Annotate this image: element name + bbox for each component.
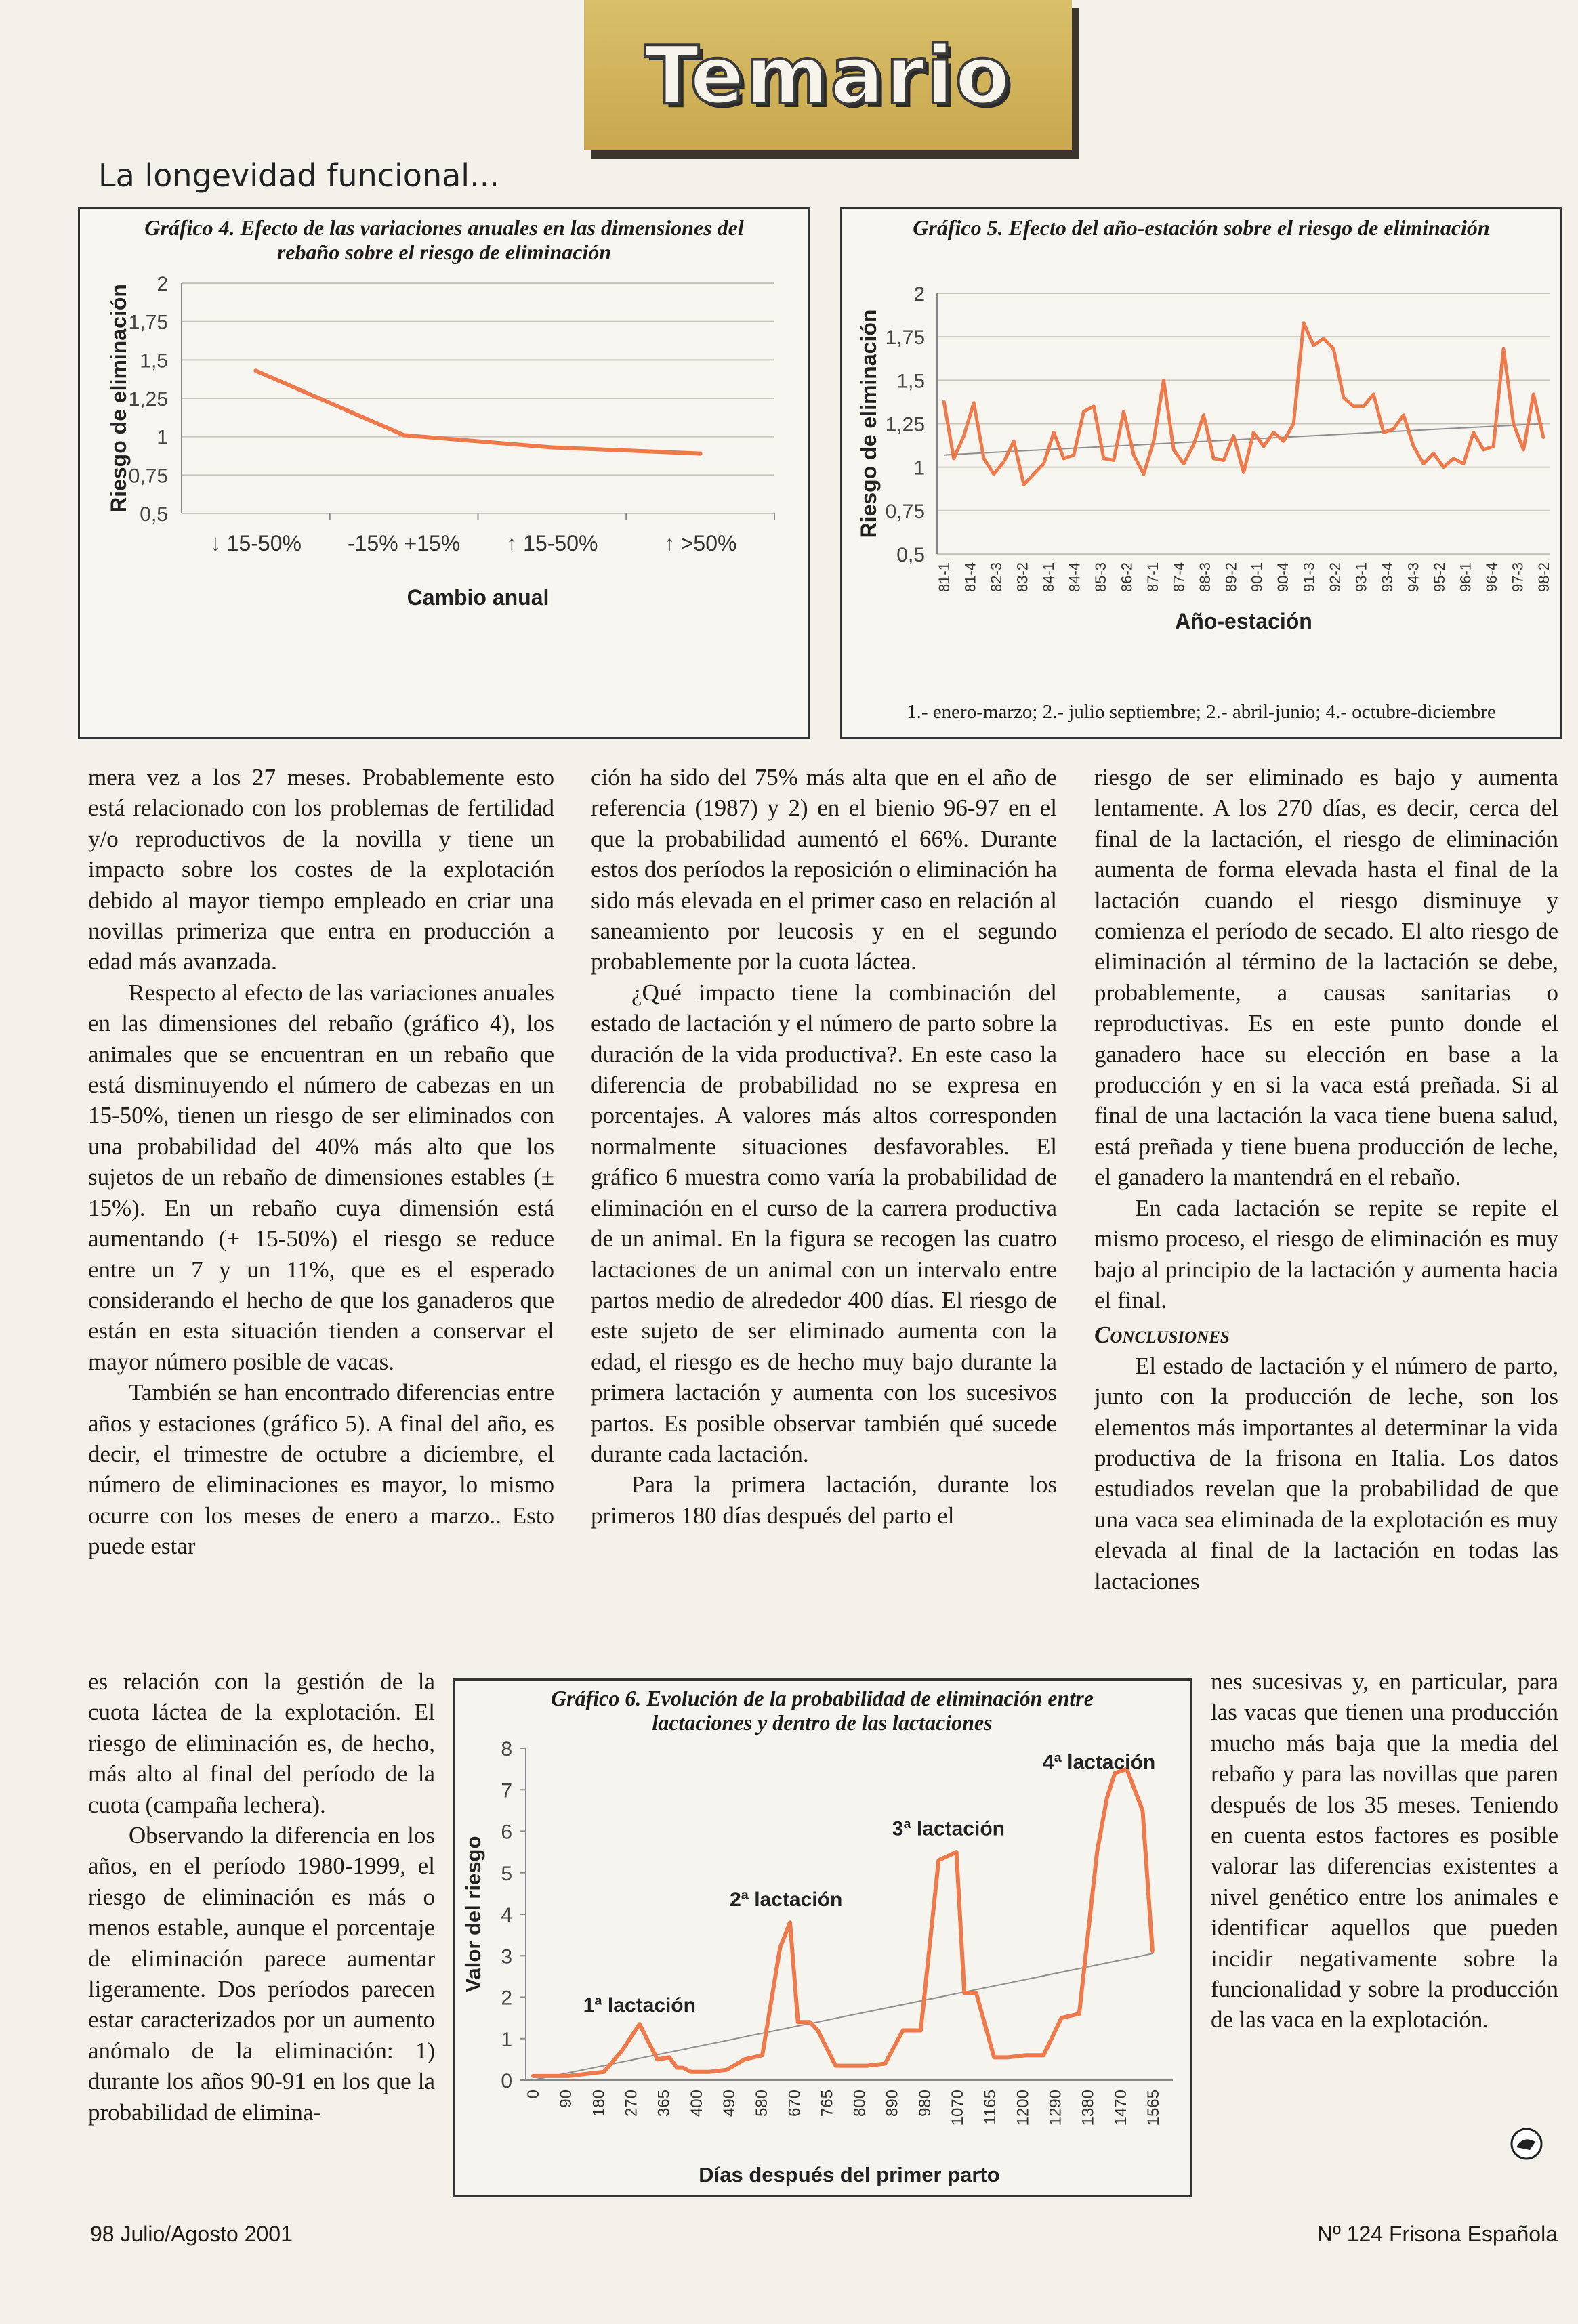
data-point <box>972 402 975 404</box>
x-tick-label: 90-1 <box>1248 562 1266 593</box>
trend-line <box>944 424 1543 455</box>
data-point <box>974 1991 978 1995</box>
x-tick-label: ↓ 15-50% <box>209 531 302 555</box>
x-tick-label: 1070 <box>949 2090 968 2126</box>
x-tick-label: 270 <box>622 2090 641 2117</box>
y-tick-label: 4 <box>501 1904 512 1926</box>
x-tick-label: 180 <box>589 2090 608 2117</box>
data-point <box>1302 322 1305 324</box>
series-line <box>944 323 1543 485</box>
lactation-annotation: 2ª lactación <box>730 1888 843 1911</box>
data-point <box>1203 414 1205 417</box>
data-point <box>550 446 554 450</box>
y-tick-label: 6 <box>501 1821 512 1844</box>
data-point <box>1141 1809 1144 1812</box>
x-tick-label: 81-1 <box>936 562 953 593</box>
col3-paragraph-3b: nes sucesivas y, en particular, para las vacas que tienen una producción mucho más baja que la media del rebaño y para las novillas que paren después de los 35 meses. Teniendo en cuenta estos factores es posible valorar las diferencias existentes a nivel genético entre los animales e identificar aquellos que pueden incidir negativamente sobre la funcionalidad y sobre la producción de las vaca en la explotación. <box>1211 1668 1558 2033</box>
data-point <box>602 2070 606 2073</box>
x-tick-label: 82-3 <box>987 562 1005 593</box>
data-point <box>1512 423 1515 425</box>
chart-5-footnote: 1.- enero-marzo; 2.- julio septiembre; 2.- abril-junio; 4.- octubre-diciembre <box>907 701 1496 723</box>
section-tab <box>584 0 1072 150</box>
data-point <box>1096 1851 1099 1854</box>
data-point <box>725 2068 728 2071</box>
col1-paragraph-2: Respecto al efecto de las variaciones anuales en las dimensiones del rebaño (gráfico 4), los animales que se encuentran en un rebaño que está disminuyendo el número de cabezas en un 15-50%, tienen un riesgo de ser eliminados con una probabilidad del 40% más alto que los sujetos de un rebaño de dimensiones estables (± 15%). En un rebaño cuya dimensión está aumentando (+ 15-50%) el riesgo se reduce entre un 7 y un 11%, que es el esperado considerando el hecho de que los ganaderos que están en esta situación tienden a conservar el mayor número posible de vacas. <box>88 979 554 1375</box>
series-line <box>533 1769 1153 2076</box>
data-point <box>1153 440 1155 442</box>
x-tick-label: 90-4 <box>1274 562 1292 593</box>
data-point <box>1412 445 1415 448</box>
data-point <box>1163 379 1165 381</box>
data-point <box>1272 431 1275 434</box>
data-point <box>1403 414 1405 417</box>
x-tick-label: 95-2 <box>1431 562 1449 593</box>
x-tick-label: 670 <box>785 2090 804 2117</box>
data-point <box>1243 471 1245 473</box>
chart-6 <box>453 1678 1192 2197</box>
data-point <box>1372 393 1375 396</box>
data-point <box>1472 431 1475 434</box>
data-point <box>1532 393 1535 396</box>
data-point <box>1342 396 1345 399</box>
data-point <box>1382 431 1385 434</box>
data-point <box>834 2064 837 2067</box>
y-tick-label: 8 <box>501 1738 512 1760</box>
data-point <box>963 1991 966 1995</box>
chart-5 <box>840 207 1562 739</box>
data-point <box>1283 440 1285 442</box>
y-axis-title: Riesgo de eliminación <box>106 284 131 513</box>
x-tick-label: 87-1 <box>1144 562 1161 593</box>
section-tab-label: Temario <box>644 28 1012 122</box>
x-tick-label: 365 <box>655 2090 673 2117</box>
data-point <box>1212 457 1215 460</box>
data-point <box>1323 337 1325 340</box>
chart-4-plot <box>80 263 808 737</box>
data-point <box>982 457 985 460</box>
y-tick-label: 5 <box>501 1862 512 1885</box>
data-point <box>707 2070 711 2073</box>
data-point <box>1312 344 1315 347</box>
chart-6-title <box>455 1686 1190 1735</box>
data-point <box>1033 473 1035 476</box>
x-tick-label: 93-4 <box>1379 562 1396 593</box>
x-axis-title: Año-estación <box>1175 609 1312 633</box>
data-point <box>1113 459 1115 461</box>
data-point <box>656 2058 659 2061</box>
data-point <box>1502 347 1505 350</box>
data-point <box>1003 461 1005 463</box>
y-tick-label: 1 <box>157 426 168 449</box>
trend-line <box>533 1953 1153 2080</box>
y-tick-label: 1,25 <box>128 388 168 410</box>
data-point <box>638 2023 641 2026</box>
x-tick-label: 96-1 <box>1457 562 1474 593</box>
data-point <box>778 1946 782 1949</box>
chart-6-title-line1: Gráfico 6. Evolución de la probabilidad de eliminación entre <box>551 1686 1094 1710</box>
section-title: La longevidad funcional... <box>98 157 499 194</box>
data-point <box>1522 448 1525 451</box>
data-point <box>848 2064 851 2067</box>
lactation-annotation: 3ª lactación <box>892 1817 1005 1840</box>
col2-paragraph-1: ción ha sido del 75% más alta que en el año de referencia (1987) y 2) en el bienio 96-97 en el que la probabilidad aumentó el 66%. Durante estos dos períodos la reposición o eliminación ha sido más elevada en el primer caso en relación al saneamiento por leucosis y en el segundo probablemente por la cuota láctea. <box>591 764 1057 975</box>
data-point <box>955 1851 958 1854</box>
data-point <box>1422 463 1425 465</box>
y-tick-label: 0,5 <box>140 503 168 526</box>
data-point <box>1102 457 1105 460</box>
x-tick-label: 90 <box>557 2090 576 2108</box>
x-tick-label: 91-3 <box>1300 562 1318 593</box>
data-point <box>1132 454 1135 457</box>
x-tick-label: 96-4 <box>1483 562 1501 593</box>
data-point <box>796 2021 800 2024</box>
data-point <box>963 434 966 437</box>
x-tick-label: 980 <box>915 2090 934 2117</box>
data-point <box>761 2054 764 2057</box>
data-point <box>1292 423 1295 425</box>
x-tick-label: 1565 <box>1144 2090 1163 2126</box>
y-tick-label: 1,5 <box>140 350 168 373</box>
data-point <box>667 2056 671 2059</box>
data-point <box>1462 463 1465 465</box>
x-tick-label: 92-2 <box>1327 562 1344 593</box>
data-point <box>689 2070 692 2073</box>
conclusions-heading: Conclusiones <box>1094 1322 1230 1349</box>
data-point <box>743 2058 746 2061</box>
x-tick-label: 94-3 <box>1405 562 1422 593</box>
data-point <box>531 2074 535 2077</box>
y-tick-label: 0,5 <box>896 544 925 566</box>
x-tick-label: 83-2 <box>1014 562 1031 593</box>
series-line <box>255 371 700 453</box>
data-point <box>1083 410 1085 413</box>
data-point <box>676 2066 679 2069</box>
data-point <box>1392 427 1395 430</box>
x-tick-label: ↑ 15-50% <box>506 531 598 555</box>
col2-paragraph-2: ¿Qué impacto tiene la combinación del estado de lactación y el número de parto sobre la duración de la vida productiva?. En este caso la diferencia de probabilidad no se expresa en porcentajes. A valores más altos corresponden normalmente situaciones desfavorables. El gráfico 6 muestra como varía la probabilidad de eliminación en el curso de la carrera productiva de un animal. En la figura se recogen las cuatro lactaciones de un animal con un intervalo entre partos medio de alrededor 400 días. El riesgo de este sujeto de ser eliminado aumenta con la edad, el riesgo es de hecho muy bajo durante la primera lactación y aumenta con los sucesivos partos. Es posible observar también qué sucede durante cada lactación. <box>591 979 1057 1467</box>
data-point <box>402 433 406 437</box>
x-axis-title: Cambio anual <box>407 585 549 610</box>
column-1-lower <box>88 1666 435 2128</box>
data-point <box>1262 445 1265 448</box>
data-point <box>953 457 955 460</box>
y-tick-label: 1,75 <box>885 326 925 350</box>
column-1 <box>88 762 554 1562</box>
y-tick-label: 0,75 <box>885 500 925 523</box>
data-point <box>1012 440 1015 442</box>
chart-5-title: Gráfico 5. Efecto del año-estación sobre el riesgo de eliminación <box>913 215 1490 240</box>
data-point <box>1352 405 1355 408</box>
x-tick-label: 1200 <box>1014 2090 1033 2126</box>
data-point <box>1442 466 1445 469</box>
data-point <box>1492 445 1495 448</box>
x-tick-label: 98-2 <box>1535 562 1552 593</box>
data-point <box>1432 452 1435 455</box>
x-tick-label: 0 <box>524 2090 543 2099</box>
x-tick-label: 84-4 <box>1066 562 1083 593</box>
y-tick-label: 2 <box>913 283 925 305</box>
y-tick-label: 1 <box>913 457 925 480</box>
data-point <box>1060 2016 1063 2020</box>
data-point <box>919 2029 922 2032</box>
x-tick-label: 88-3 <box>1196 562 1213 593</box>
y-tick-label: 3 <box>501 1945 512 1968</box>
data-point <box>699 452 703 456</box>
x-tick-label: -15% +15% <box>347 531 461 555</box>
x-tick-label: 84-1 <box>1039 562 1057 593</box>
data-point <box>901 2029 905 2032</box>
data-point <box>937 1859 940 1862</box>
x-tick-label: 400 <box>687 2090 706 2117</box>
data-point <box>993 473 995 476</box>
publisher-logo <box>1510 2127 1543 2161</box>
data-point <box>1105 1796 1108 1800</box>
data-point <box>1542 436 1545 439</box>
column-2 <box>591 762 1057 1531</box>
x-tick-label: 1470 <box>1111 2090 1130 2126</box>
data-point <box>1452 457 1455 460</box>
data-point <box>1092 405 1095 408</box>
data-point <box>566 2074 570 2077</box>
data-point <box>1252 431 1255 434</box>
y-tick-label: 1,75 <box>128 311 168 334</box>
data-point <box>808 2021 812 2024</box>
data-point <box>1006 2056 1010 2059</box>
x-axis-title: Días después del primer parto <box>699 2163 1000 2186</box>
data-point <box>1052 431 1055 434</box>
y-axis-title: Valor del riesgo <box>461 1836 485 1993</box>
lactation-annotation: 1ª lactación <box>583 1993 696 2016</box>
x-tick-label: 490 <box>720 2090 739 2117</box>
y-tick-label: 0,75 <box>128 465 168 488</box>
y-tick-label: 0 <box>501 2070 512 2092</box>
footer-page-info: 98 Julio/Agosto 2001 <box>90 2222 293 2246</box>
x-tick-label: 580 <box>753 2090 772 2117</box>
data-point <box>1062 457 1065 460</box>
chart-5-plot <box>842 246 1560 713</box>
data-point <box>1232 434 1235 437</box>
x-tick-label: 890 <box>883 2090 902 2117</box>
y-tick-label: 2 <box>157 273 168 295</box>
y-tick-label: 1,5 <box>896 370 925 393</box>
y-axis-title: Riesgo de eliminación <box>856 309 881 538</box>
data-point <box>1332 347 1335 350</box>
data-point <box>1043 463 1045 465</box>
chart-4-title-line1: Gráfico 4. Efecto de las variaciones anuales en las dimensiones del <box>144 215 744 240</box>
col1-paragraph-3: También se han encontrado diferencias entre años y estaciones (gráfico 5). A final del año, es decir, el trimestre de octubre a diciembre, el número de eliminaciones es mayor, lo mismo ocurre con los meses de enero a marzo.. Esto puede estar <box>88 1379 554 1560</box>
data-point <box>1482 448 1485 451</box>
x-tick-label: 87-4 <box>1170 562 1188 593</box>
column-3 <box>1094 762 1558 1597</box>
data-point <box>620 2050 623 2053</box>
x-tick-label: 97-3 <box>1509 562 1527 593</box>
data-point <box>1123 410 1125 413</box>
data-point <box>1042 2054 1045 2057</box>
data-point <box>1182 463 1185 465</box>
chart-4 <box>78 207 810 739</box>
x-tick-label: 89-2 <box>1222 562 1240 593</box>
data-point <box>816 2029 819 2032</box>
data-point <box>1073 454 1075 457</box>
data-point <box>1222 459 1225 461</box>
col3-paragraph-3: El estado de lactación y el número de parto, junto con la producción de leche, son los elementos más importantes al determinar la vida productiva de la frisona en Italia. Los datos estudiados revelan que la probabilidad de que una vaca sea eliminada de la explotación es muy elevada al final de la lactación en todas las lactaciones <box>1094 1352 1558 1594</box>
data-point <box>1172 448 1175 451</box>
x-tick-label: 1165 <box>981 2090 1000 2125</box>
x-tick-label: 765 <box>818 2090 837 2117</box>
data-point <box>1151 1950 1155 1953</box>
chart-4-title <box>80 215 808 264</box>
data-point <box>884 2062 887 2065</box>
col1-paragraph-3b: es relación con la gestión de la cuota láctea de la explotación. El riesgo de eliminación es, de hecho, más alto al final del período de la cuota (campaña lechera). <box>88 1668 435 1818</box>
footer-magazine-info: Nº 124 Frisona Española <box>1317 2222 1558 2246</box>
column-3-lower <box>1211 1666 1558 2035</box>
data-point <box>253 368 257 373</box>
x-tick-label: 1380 <box>1079 2090 1098 2126</box>
x-tick-label: 1290 <box>1046 2090 1065 2126</box>
chart-6-plot <box>455 1735 1190 2195</box>
chart-6-title-line2: lactaciones y dentro de las lactaciones <box>652 1710 993 1735</box>
x-tick-label: 93-1 <box>1352 562 1370 593</box>
y-tick-label: 7 <box>501 1779 512 1802</box>
data-point <box>1024 2054 1027 2057</box>
data-point <box>1077 2012 1081 2016</box>
data-point <box>682 2066 685 2069</box>
y-tick-label: 1 <box>501 2028 512 2051</box>
data-point <box>1142 473 1145 476</box>
chart-4-title-line2: rebaño sobre el riesgo de eliminación <box>276 240 612 264</box>
data-point <box>942 400 945 402</box>
data-point <box>993 2056 996 2059</box>
col2-paragraph-3: Para la primera lactación, durante los primeros 180 días después del parto el <box>591 1471 1057 1529</box>
y-tick-label: 1,25 <box>885 413 925 436</box>
data-point <box>1192 443 1195 446</box>
x-tick-label: 85-3 <box>1092 562 1109 593</box>
data-point <box>1363 405 1365 408</box>
col1-paragraph-1: mera vez a los 27 meses. Probablemente esto está relacionado con los problemas de fertilidad y/o reproductivos de la novilla y tiene un impacto sobre los costes de la explotación debido al mayor tiempo empleado en criar una novillas primeriza que entra en producción a edad más avanzada. <box>88 764 554 975</box>
data-point <box>789 1921 792 1924</box>
col3-paragraph-1: riesgo de ser eliminado es bajo y aumenta lentamente. A los 270 días, es decir, cerca del final de la lactación, el riesgo de eliminación aumenta de forma elevada hasta el final de la lactación cuando el riesgo disminuye y comienza el período de secado. El alto riesgo de eliminación al término de la lactación se debe, probablemente, a causas sanitarias o reproductivas. Es en este punto donde el ganadero hace su elección en base a la producción y en si la vaca está preñada. Si al final de una lactación la vaca tiene buena salud, está preñada y tiene buena producción de leche, el ganadero la mantendrá en el rebaño. <box>1094 764 1558 1191</box>
x-tick-label: 800 <box>850 2090 869 2117</box>
data-point <box>866 2064 869 2067</box>
lactation-annotation: 4ª lactación <box>1042 1751 1156 1774</box>
x-tick-label: ↑ >50% <box>663 531 737 555</box>
x-tick-label: 81-4 <box>961 562 979 593</box>
col1-paragraph-4: Observando la diferencia en los años, en el período 1980-1999, el riesgo de eliminación es más o menos estable, aunque el porcentaje de eliminación parece aumentar ligeramente. Dos períodos parecen estar caracterizados por un aumento anómalo de la eliminación: 1) durante los años 90-91 en los que la probabilidad de elimina- <box>88 1822 435 2126</box>
col3-paragraph-2: En cada lactación se repite se repite el mismo proceso, el riesgo de eliminación es muy bajo al principio de la lactación y aumenta hacia el final. <box>1094 1194 1558 1313</box>
x-tick-label: 86-2 <box>1118 562 1136 593</box>
data-point <box>1022 483 1025 486</box>
y-tick-label: 2 <box>501 1987 512 2010</box>
